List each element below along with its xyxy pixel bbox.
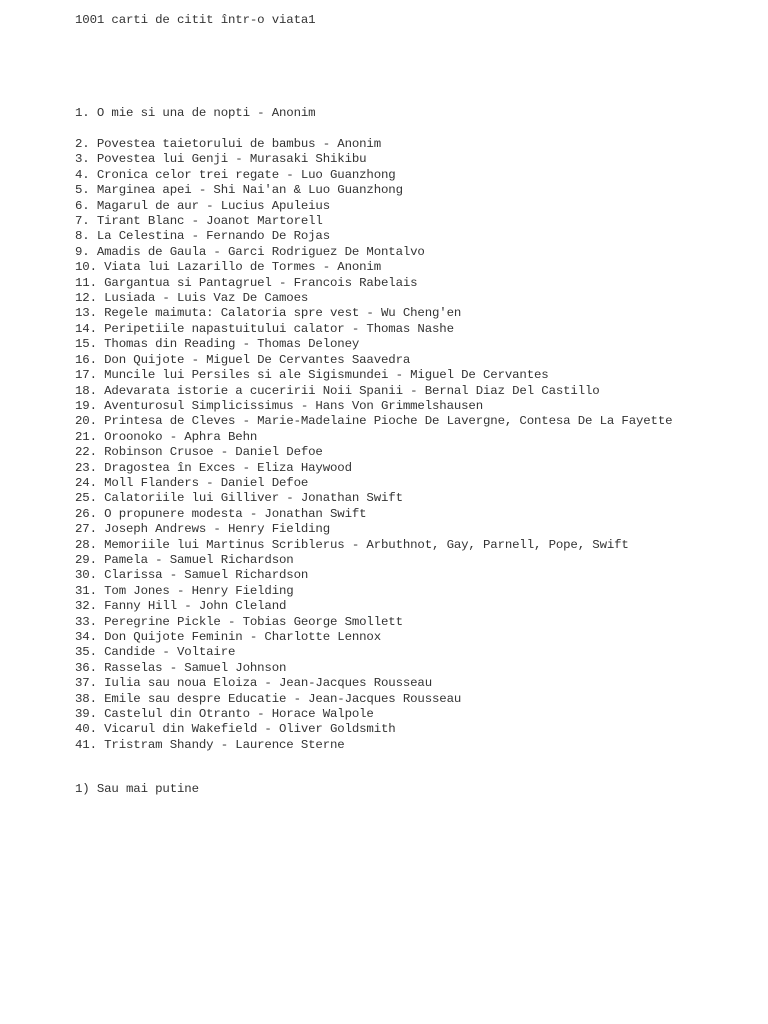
list-item: 31. Tom Jones - Henry Fielding [75, 583, 294, 598]
list-item: 11. Gargantua si Pantagruel - Francois Rabelais [75, 275, 418, 290]
list-item: 10. Viata lui Lazarillo de Tormes - Anonim [75, 260, 381, 275]
list-item: 37. Iulia sau noua Eloiza - Jean-Jacques Rousseau [75, 676, 432, 691]
list-item: 28. Memoriile lui Martinus Scriblerus - Arbuthnot, Gay, Parnell, Pope, Swift [75, 537, 629, 552]
list-item: 17. Muncile lui Persiles si ale Sigismundei - Miguel De Cervantes [75, 368, 549, 383]
list-item: 41. Tristram Shandy - Laurence Sterne [75, 737, 345, 752]
list-item: 25. Calatoriile lui Gilliver - Jonathan Swift [75, 491, 403, 506]
list-item: 9. Amadis de Gaula - Garci Rodriguez De Montalvo [75, 244, 425, 259]
list-item: 34. Don Quijote Feminin - Charlotte Lennox [75, 630, 381, 644]
list-item: 19. Aventurosul Simplicissimus - Hans Von Grimmelshausen [75, 398, 483, 413]
list-item: 39. Castelul din Otranto - Horace Walpole [75, 707, 374, 722]
list-item: 20. Printesa de Cleves - Marie-Madelaine Pioche De Lavergne, Contesa De La Fayette [75, 414, 673, 429]
list-item: 32. Fanny Hill - John Cleland [75, 599, 287, 614]
list-item: 2. Povestea taietorului de bambus - Anonim [75, 137, 381, 151]
list-item: 18. Adevarata istorie a cuceririi Noii Spanii - Bernal Diaz Del Castillo [75, 383, 600, 398]
list-item: 3. Povestea lui Genji - Murasaki Shikibu [75, 152, 367, 167]
list-item: 6. Magarul de aur - Lucius Apuleius [75, 198, 330, 213]
list-item: 30. Clarissa - Samuel Richardson [75, 568, 309, 583]
list-item: 23. Dragostea în Exces - Eliza Haywood [75, 460, 352, 475]
list-item: 5. Marginea apei - Shi Nai'an & Luo Guanzhong [75, 183, 403, 198]
list-item: 38. Emile sau despre Educatie - Jean-Jacques Rousseau [75, 691, 462, 706]
list-item: 33. Peregrine Pickle - Tobias George Smollett [75, 614, 403, 629]
list-item: 26. O propunere modesta - Jonathan Swift [75, 506, 367, 521]
list-item: 21. Oroonoko - Aphra Behn [75, 429, 258, 444]
list-item: 36. Rasselas - Samuel Johnson [75, 660, 287, 675]
list-item: 15. Thomas din Reading - Thomas Deloney [75, 337, 360, 352]
footnote: 1) Sau mai putine [75, 782, 199, 796]
list-item: 13. Regele maimuta: Calatoria spre vest - Wu Cheng'en [75, 306, 462, 321]
list-item: 40. Vicarul din Wakefield - Oliver Goldsmith [75, 722, 396, 737]
list-item: 22. Robinson Crusoe - Daniel Defoe [75, 445, 323, 460]
list-item: 35. Candide - Voltaire [75, 645, 236, 660]
list-item: 8. La Celestina - Fernando De Rojas [75, 229, 330, 244]
list-item: 12. Lusiada - Luis Vaz De Camoes [75, 291, 309, 306]
list-item: 14. Peripetiile napastuitului calator - Thomas Nashe [75, 321, 454, 336]
book-list [75, 137, 675, 753]
list-item: 4. Cronica celor trei regate - Luo Guanzhong [75, 167, 396, 182]
list-item: 27. Joseph Andrews - Henry Fielding [75, 522, 330, 537]
list-item: 29. Pamela - Samuel Richardson [75, 552, 294, 567]
list-item-first: 1. O mie si una de nopti - Anonim [75, 106, 316, 120]
list-item: 24. Moll Flanders - Daniel Defoe [75, 475, 309, 490]
list-item: 16. Don Quijote - Miguel De Cervantes Saavedra [75, 352, 411, 367]
document-title: 1001 carti de citit într-o viata1 [75, 13, 316, 27]
list-item: 7. Tirant Blanc - Joanot Martorell [75, 214, 323, 229]
